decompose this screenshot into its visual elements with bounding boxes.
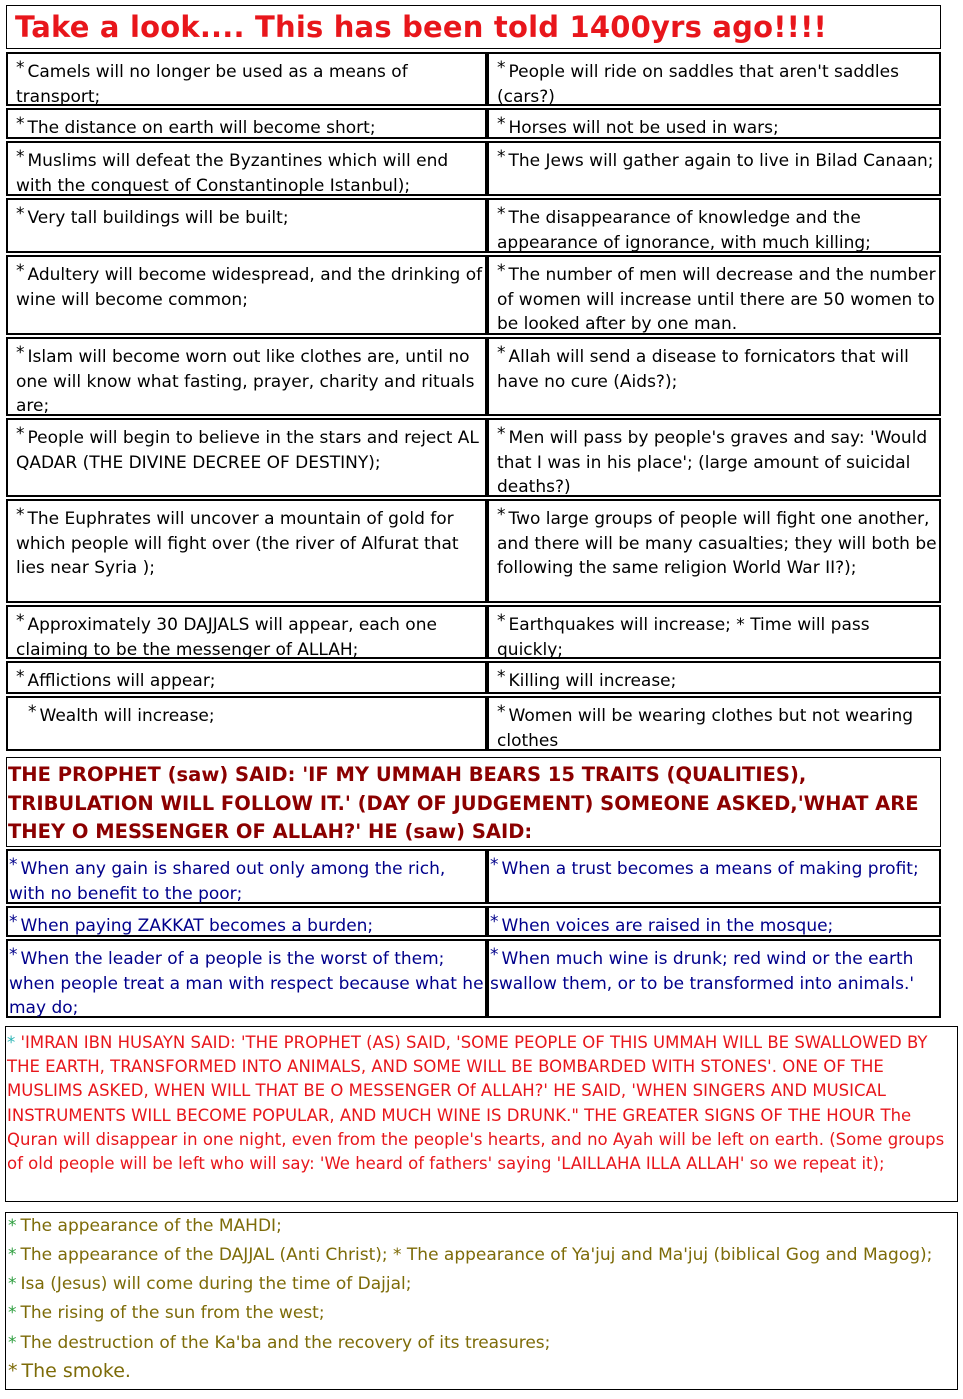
list-item: * The appearance of the DAJJAL (Anti Christ); * The appearance of Ya'juj and Ma'juj (biblical Gog and Magog); bbox=[8, 1245, 933, 1265]
table-cell: * Muslims will defeat the Byzantines which will end with the conquest of Constantinople Istanbul); bbox=[6, 141, 487, 196]
table-row bbox=[6, 499, 941, 603]
table-cell: * Killing will increase; bbox=[487, 661, 941, 694]
title-box bbox=[6, 5, 941, 49]
table-cell: * Horses will not be used in wars; bbox=[487, 108, 941, 139]
table-cell: * People will ride on saddles that aren't saddles (cars?) bbox=[487, 52, 941, 106]
table-cell: * Camels will no longer be used as a means of transport; bbox=[6, 52, 487, 106]
table-cell: * The Euphrates will uncover a mountain of gold for which people will fight over (the river of Alfurat that lies near Syria ); bbox=[6, 499, 487, 603]
page-title: Take a look.... This has been told 1400yrs ago!!!! bbox=[15, 10, 827, 44]
table-row bbox=[6, 418, 941, 497]
table-row bbox=[6, 906, 941, 937]
table-row bbox=[6, 849, 941, 904]
table-row bbox=[6, 939, 941, 1018]
table-cell: * The disappearance of knowledge and the appearance of ignorance, with much killing; bbox=[487, 198, 941, 253]
list-item: * Isa (Jesus) will come during the time of Dajjal; bbox=[8, 1274, 412, 1294]
table-row bbox=[6, 337, 941, 416]
table-cell: * Very tall buildings will be built; bbox=[6, 198, 487, 253]
table-row bbox=[6, 605, 941, 659]
table-cell: * The number of men will decrease and the number of women will increase until there are 50 women to be looked after by one man. bbox=[487, 255, 941, 335]
table-cell: * Men will pass by people's graves and say: 'Would that I was in his place'; (large amount of suicidal deaths?) bbox=[487, 418, 941, 497]
table-cell: * When much wine is drunk; red wind or the earth swallow them, or to be transformed into animals.' bbox=[487, 939, 941, 1018]
table-cell: * The Jews will gather again to live in Bilad Canaan; bbox=[487, 141, 941, 196]
imran-hadith-text: * 'IMRAN IBN HUSAYN SAID: 'THE PROPHET (AS) SAID, 'SOME PEOPLE OF THIS UMMAH WILL BE SWALLOWED BY THE EARTH, TRANSFORMED INTO ANIMALS, AND SOME WILL BE BOMBARDED WITH STONES'. ONE OF THE MUSLIMS ASKED, WHEN WILL THAT BE O MESSENGER Of ALLAH?' HE SAID, 'WHEN SINGERS AND MUSICAL INSTRUMENTS WILL BECOME POPULAR, AND MUCH WINE IS DRUNK." THE GREATER SIGNS OF THE HOUR The Quran will disappear in one night, even from the people's hearts, and no Ayah will be left on earth. (Some groups of old people will be left who will say: 'We heard of fathers' saying 'LAILLAHA ILLA ALLAH' so we repeat it); bbox=[7, 1033, 945, 1174]
table-cell: * Allah will send a disease to fornicators that will have no cure (Aids?); bbox=[487, 337, 941, 416]
table-row bbox=[6, 696, 941, 751]
table-row bbox=[6, 661, 941, 694]
traits-heading: THE PROPHET (saw) SAID: 'IF MY UMMAH BEARS 15 TRAITS (QUALITIES), TRIBULATION WILL FOLLOW IT.' (DAY OF JUDGEMENT) SOMEONE ASKED,'WHAT ARE THEY O MESSENGER OF ALLAH?' HE (saw) SAID: bbox=[8, 763, 919, 844]
table-cell: * Earthquakes will increase; * Time will pass quickly; bbox=[487, 605, 941, 659]
table-cell: * When paying ZAKKAT becomes a burden; bbox=[6, 906, 487, 937]
table-row bbox=[6, 52, 941, 106]
table-cell: * Approximately 30 DAJJALS will appear, each one claiming to be the messenger of ALLAH; bbox=[6, 605, 487, 659]
imran-hadith-box bbox=[5, 1026, 958, 1202]
table-cell: * Adultery will become widespread, and the drinking of wine will become common; bbox=[6, 255, 487, 335]
table-cell: * The distance on earth will become short; bbox=[6, 108, 487, 139]
greater-signs-box bbox=[5, 1212, 958, 1390]
table-cell: * When a trust becomes a means of making profit; bbox=[487, 849, 941, 904]
list-item: * The destruction of the Ka'ba and the recovery of its treasures; bbox=[8, 1333, 551, 1353]
table-cell: * Afflictions will appear; bbox=[6, 661, 487, 694]
table-cell: * Islam will become worn out like clothes are, until no one will know what fasting, prayer, charity and rituals are; bbox=[6, 337, 487, 416]
table-cell: * Two large groups of people will fight one another, and there will be many casualties; they will both be following the same religion World War II?); bbox=[487, 499, 941, 603]
table-cell: * Wealth will increase; bbox=[6, 696, 487, 751]
list-item: * The appearance of the MAHDI; bbox=[8, 1216, 282, 1236]
traits-heading-box bbox=[6, 757, 941, 847]
table-row bbox=[6, 141, 941, 196]
table-cell: * When any gain is shared out only among the rich, with no benefit to the poor; bbox=[6, 849, 487, 904]
table-row bbox=[6, 198, 941, 253]
table-row bbox=[6, 255, 941, 335]
list-item: * The rising of the sun from the west; bbox=[8, 1303, 325, 1323]
table-cell: * Women will be wearing clothes but not wearing clothes bbox=[487, 696, 941, 751]
table-row bbox=[6, 108, 941, 139]
table-cell: * When the leader of a people is the worst of them; when people treat a man with respect because what he may do; bbox=[6, 939, 487, 1018]
table-cell: * People will begin to believe in the stars and reject AL QADAR (THE DIVINE DECREE OF DESTINY); bbox=[6, 418, 487, 497]
list-item: * The smoke. bbox=[8, 1360, 131, 1382]
table-cell: * When voices are raised in the mosque; bbox=[487, 906, 941, 937]
